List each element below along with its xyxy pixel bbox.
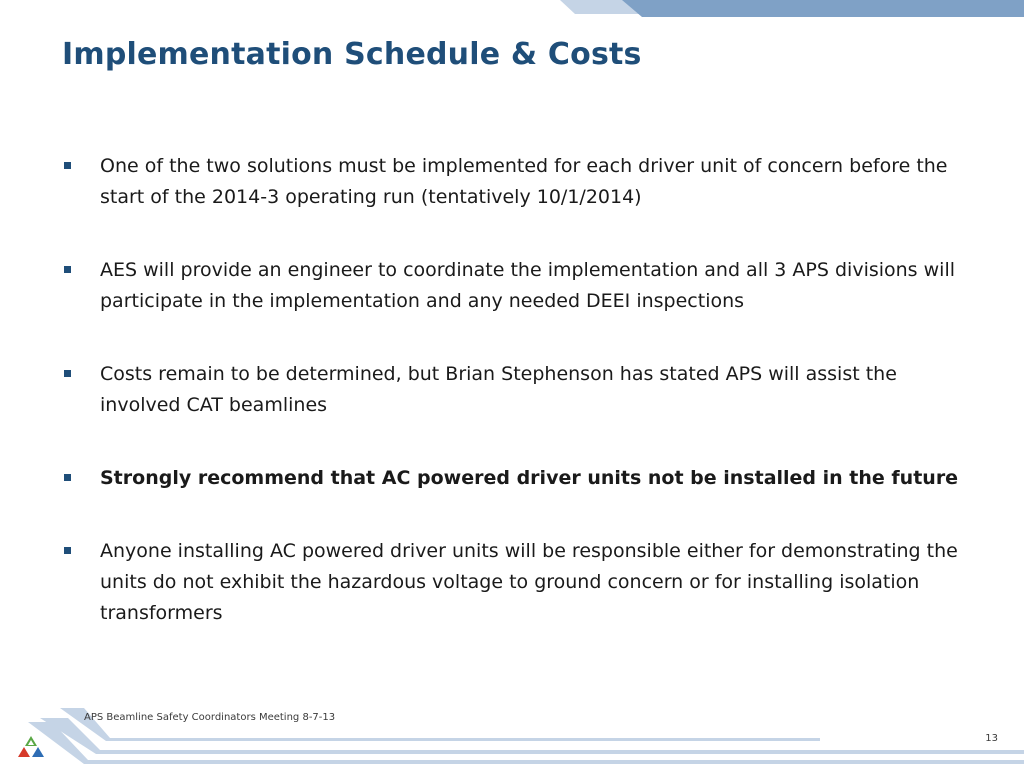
bullet-list bbox=[62, 151, 962, 671]
bullet-item-3 bbox=[62, 359, 962, 421]
bullet-text-5: Anyone installing AC powered driver units will be responsible either for demonstrating the units do not exhibit the hazardous voltage to ground concern or for installing isolation transformers bbox=[100, 540, 958, 624]
square-bullet-icon bbox=[64, 547, 71, 554]
top-decorative-band bbox=[0, 0, 1024, 20]
square-bullet-icon bbox=[64, 266, 71, 273]
slide-title: Implementation Schedule & Costs bbox=[62, 37, 642, 72]
bullet-text-2: AES will provide an engineer to coordinate the implementation and all 3 APS divisions will participate in the implementation and any needed DEEI inspections bbox=[100, 259, 955, 312]
bullet-text-4: Strongly recommend that AC powered driver units not be installed in the future bbox=[100, 467, 959, 489]
bullet-text-1: One of the two solutions must be implemented for each driver unit of concern before the start of the 2014-3 operating run (tentatively 10/1/2014) bbox=[100, 155, 948, 208]
square-bullet-icon bbox=[64, 370, 71, 377]
bullet-item-4 bbox=[62, 463, 962, 494]
page-number: 13 bbox=[985, 733, 998, 744]
argonne-triangle-logo-icon bbox=[18, 736, 44, 758]
bullet-item-1 bbox=[62, 151, 962, 213]
bullet-item-2 bbox=[62, 255, 962, 317]
bullet-item-5 bbox=[62, 536, 962, 629]
square-bullet-icon bbox=[64, 162, 71, 169]
footer-meeting-text: APS Beamline Safety Coordinators Meeting 8-7-13 bbox=[84, 712, 336, 723]
bullet-text-3: Costs remain to be determined, but Brian Stephenson has stated APS will assist the involved CAT beamlines bbox=[100, 363, 897, 416]
square-bullet-icon bbox=[64, 474, 71, 481]
